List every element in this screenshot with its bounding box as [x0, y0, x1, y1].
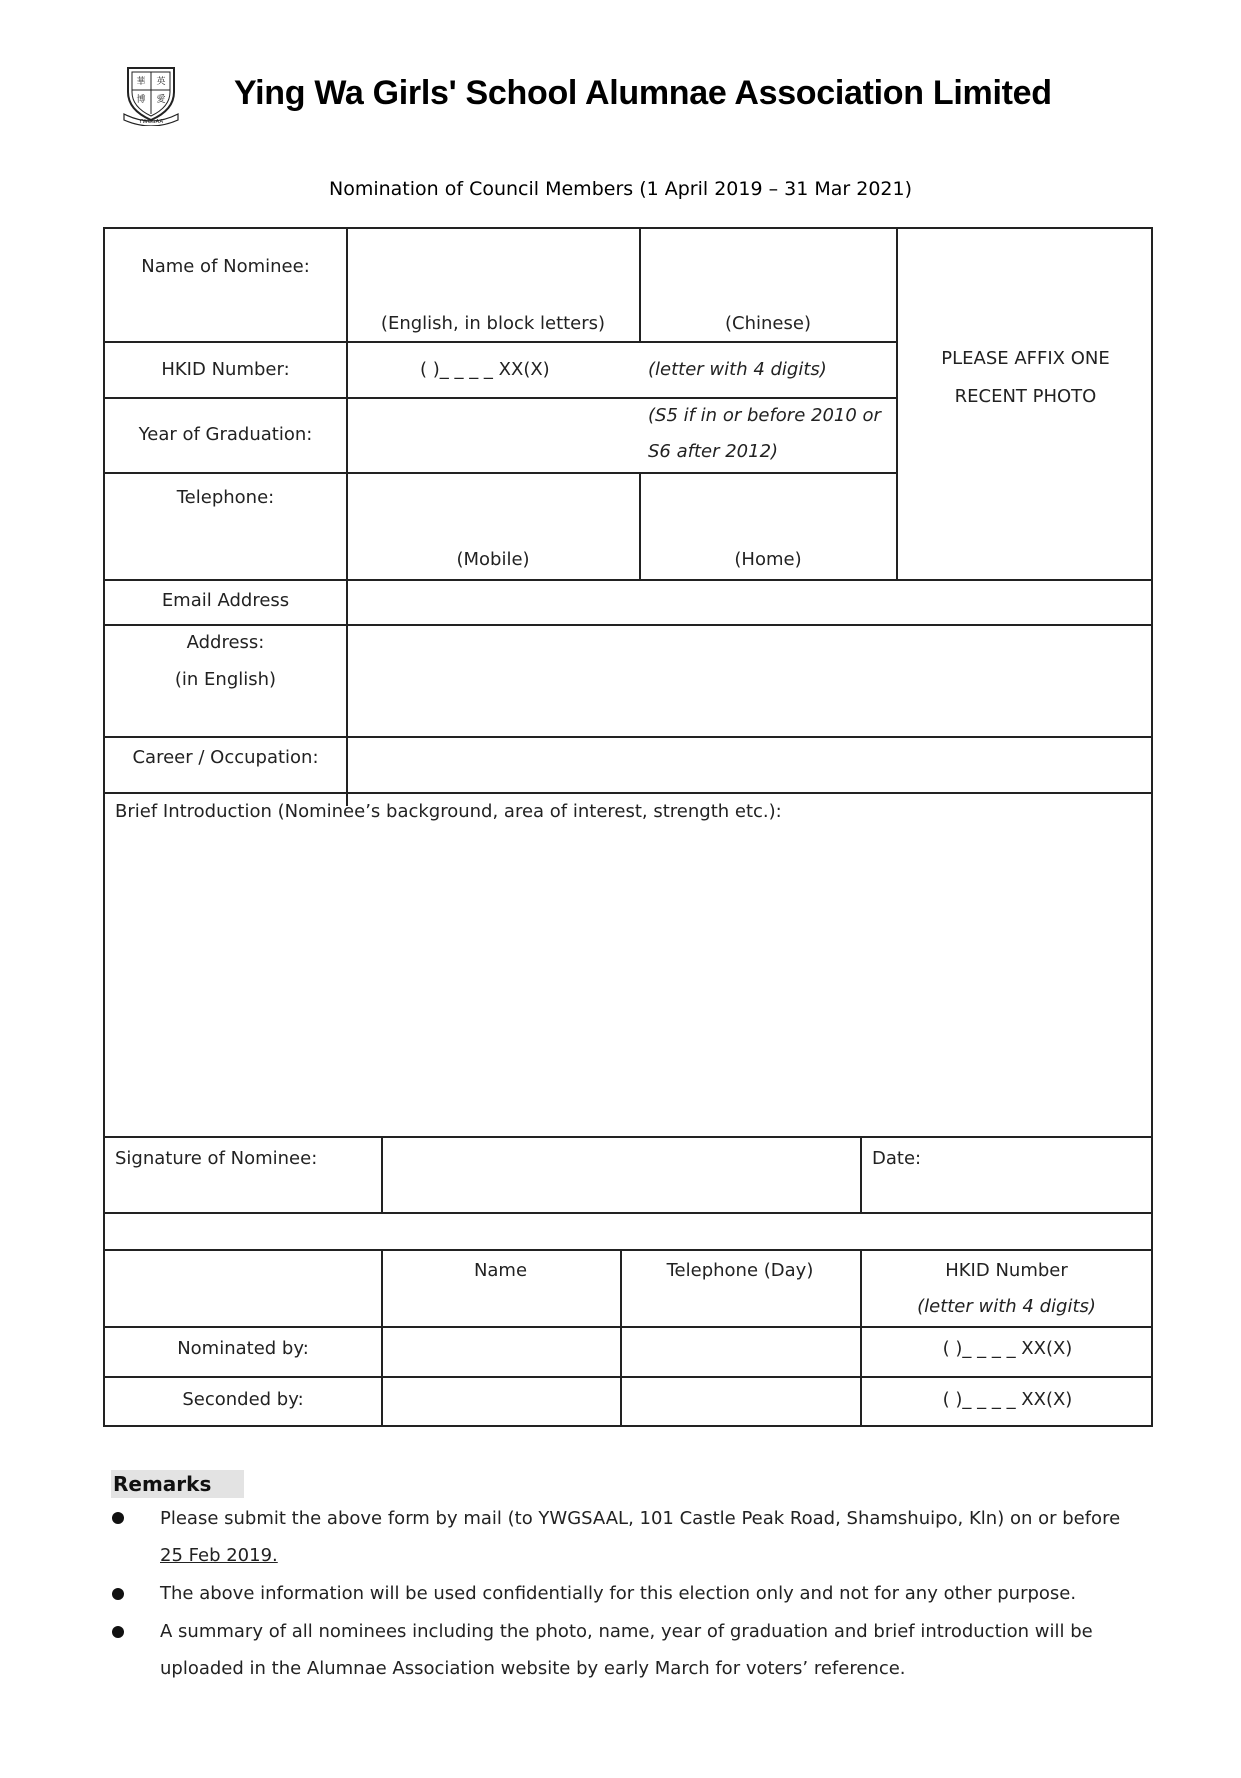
hkid-label: HKID Number:: [161, 359, 290, 380]
career-occupation-field[interactable]: [348, 738, 1153, 791]
remarks-heading: Remarks: [111, 1470, 244, 1498]
school-crest-icon: [120, 62, 182, 126]
form-title: Nomination of Council Members (1 April 2019 – 31 Mar 2021): [328, 178, 913, 200]
date-field[interactable]: [862, 1138, 1153, 1211]
remark-item-3: A summary of all nominees including the photo, name, year of graduation and brief introduction will be: [160, 1621, 1093, 1642]
name-chinese-hint: (Chinese): [725, 313, 811, 334]
signature-field[interactable]: [383, 1138, 859, 1211]
svg-text:華: 華: [136, 77, 146, 87]
column-header-hkid: HKID Number: [945, 1260, 1068, 1281]
svg-text:英: 英: [156, 77, 166, 87]
date-label: Date:: [872, 1148, 922, 1169]
email-address-label: Email Address: [161, 590, 290, 611]
remark-item-2: The above information will be used confidentially for this election only and not for any other purpose.: [160, 1583, 1077, 1604]
brief-introduction-field[interactable]: [105, 794, 1153, 1135]
svg-text:博: 博: [136, 95, 146, 105]
nominated-by-label: Nominated by:: [177, 1338, 309, 1359]
address-field[interactable]: [348, 626, 1153, 735]
nominator-telephone-field[interactable]: [622, 1328, 859, 1375]
name-chinese-field[interactable]: [641, 229, 895, 340]
column-header-name: Name: [473, 1260, 528, 1281]
remark-item-1: Please submit the above form by mail (to YWGSAAL, 101 Castle Peak Road, Shamshuipo, Kln) on or before: [160, 1508, 1121, 1529]
seconder-telephone-field[interactable]: [622, 1378, 859, 1425]
remark-item-3-continued: uploaded in the Alumnae Association website by early March for voters’ reference.: [160, 1658, 906, 1679]
year-of-graduation-field[interactable]: [348, 399, 895, 471]
svg-text:愛: 愛: [156, 95, 166, 105]
telephone-mobile-field[interactable]: [348, 474, 638, 578]
hkid-field[interactable]: [348, 343, 895, 396]
home-hint: (Home): [734, 549, 802, 570]
signature-label: Signature of Nominee:: [115, 1148, 318, 1169]
photo-instruction-line2: RECENT PHOTO: [954, 386, 1097, 407]
bullet-icon: [112, 1626, 124, 1638]
address-language-note: (in English): [174, 669, 277, 690]
column-header-hkid-hint: (letter with 4 digits): [917, 1296, 1096, 1317]
graduation-hint-line2: S6 after 2012): [648, 441, 779, 462]
seconder-name-field[interactable]: [383, 1378, 619, 1425]
nominator-hkid-field[interactable]: [862, 1328, 1153, 1375]
svg-text:YWGSAA: YWGSAA: [138, 119, 164, 125]
column-header-telephone: Telephone (Day): [666, 1260, 814, 1281]
nominator-name-field[interactable]: [383, 1328, 619, 1375]
name-of-nominee-label: Name of Nominee:: [141, 256, 310, 277]
hkid-format: ( )_ _ _ _ XX(X): [420, 359, 550, 380]
name-english-field[interactable]: [348, 229, 638, 340]
address-label: Address:: [186, 632, 265, 653]
hkid-hint: (letter with 4 digits): [648, 359, 827, 380]
name-english-hint: (English, in block letters): [380, 313, 606, 334]
telephone-label: Telephone:: [176, 487, 275, 508]
nomination-form: [103, 227, 1153, 1427]
email-address-field[interactable]: [348, 581, 1153, 623]
career-occupation-label: Career / Occupation:: [132, 747, 319, 768]
telephone-home-field[interactable]: [641, 474, 895, 578]
nominator-hkid-format: ( )_ _ _ _ XX(X): [942, 1338, 1073, 1359]
photo-box[interactable]: [898, 229, 1153, 578]
seconder-hkid-field[interactable]: [862, 1378, 1153, 1425]
graduation-hint-line1: (S5 if in or before 2010 or: [648, 405, 881, 426]
photo-instruction-line1: PLEASE AFFIX ONE: [941, 348, 1110, 369]
year-of-graduation-label: Year of Graduation:: [138, 424, 313, 445]
mobile-hint: (Mobile): [456, 549, 530, 570]
remark-deadline: 25 Feb 2019.: [160, 1545, 278, 1566]
seconded-by-label: Seconded by:: [182, 1389, 304, 1410]
bullet-icon: [112, 1512, 124, 1524]
seconder-hkid-format: ( )_ _ _ _ XX(X): [942, 1389, 1073, 1410]
brief-introduction-label: Brief Introduction (Nominee’s background, area of interest, strength etc.):: [115, 801, 782, 822]
bullet-icon: [112, 1588, 124, 1600]
organization-name: Ying Wa Girls' School Alumnae Association Limited: [234, 74, 1052, 112]
